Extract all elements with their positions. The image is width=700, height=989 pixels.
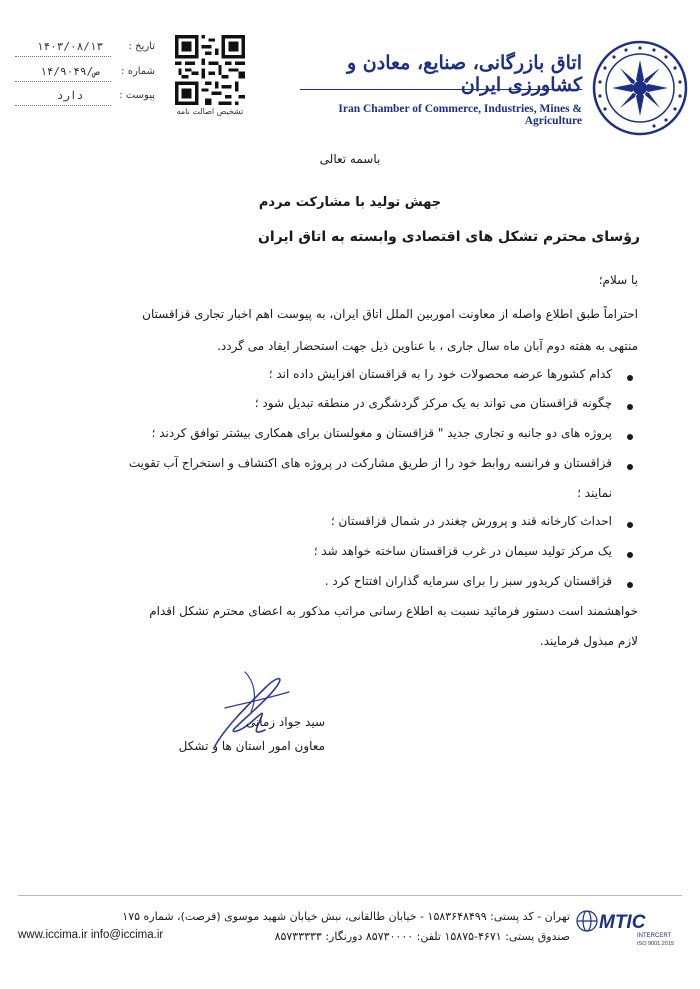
intro-line-2: منتهی به هفته دوم آبان ماه سال جاری ، با عناوین ذیل جهت استحضار ایفاد می گردد.	[217, 339, 638, 353]
bullet-item-6: یک مرکز تولید سیمان در غرب قزاقستان ساخته خواهد شد ؛	[313, 544, 612, 558]
cert-logo-text: MTIC	[599, 912, 646, 933]
bullet-dot	[627, 552, 633, 558]
bullet-item-4: قزاقستان و فرانسه روابط خود را از طریق مشارکت در پروژه های اکتشاف و استخراج آب تقویت	[128, 456, 612, 470]
bullet-item-2: چگونه قزاقستان می تواند به یک مرکز گردشگری در منطقه تبدیل شود ؛	[254, 396, 612, 410]
footer-phones: صندوق پستی: ۴۶۷۱-۱۵۸۷۵ تلفن: ۸۵۷۳۰۰۰۰ دورنگار: ۸۵۷۳۳۳۳۳	[274, 930, 570, 943]
bullet-item-7: قزاقستان کریدور سبز را برای سرمایه گذاران افتتاح کرد .	[324, 574, 612, 588]
salutation-top: باسمه تعالی	[319, 152, 381, 166]
meta-attachment	[15, 90, 155, 106]
number-label: شماره :	[121, 66, 155, 77]
attachment-underline	[15, 105, 111, 106]
greeting: با سلام؛	[598, 273, 638, 287]
footer-address: تهران - کد پستی: ۱۵۸۳۶۴۸۴۹۹ - خیابان طالقانی، نبش خیابان شهید موسوی (فرصت)، شماره ۱۷۵	[122, 910, 570, 923]
date-underline	[15, 56, 111, 57]
addressee: رؤسای محترم تشکل های اقتصادی وابسته به اتاق ایران	[257, 229, 640, 245]
date-value: ۱۴۰۳/۰۸/۱۳	[36, 40, 104, 53]
qr-caption: تشخیص اصالت نامه	[176, 107, 244, 116]
attachment-value: دارد	[56, 89, 84, 102]
meta-date	[15, 41, 155, 57]
attachment-label: پیوست :	[119, 90, 155, 101]
bullet-item-5: احداث کارخانه قند و پرورش چغندر در شمال قزاقستان ؛	[330, 514, 612, 528]
bullet-dot	[627, 582, 633, 588]
number-value: ۱۴/۹۰۴۹/ص	[40, 65, 100, 78]
intro-line-1: احتراماً طبق اطلاع واصله از معاونت اموربین الملل اتاق ایران، به پیوست اهم اخبار تجاری قزاقستان	[142, 307, 638, 321]
date-label: تاریخ :	[128, 41, 155, 52]
bullet-item-3: پروژه های دو جانبه و تجاری جدید " قزاقستان و مغولستان برای همکاری بیشتر توافق کردند ؛	[151, 426, 612, 440]
bullet-dot	[627, 464, 633, 470]
cert-iso-text: ISO 9001:2015	[637, 941, 675, 947]
signer-name: سید جواد زمانی	[245, 715, 325, 729]
signer-title: معاون امور استان ها و تشکل	[178, 739, 325, 753]
bullet-item-1: کدام کشورها عرضه محصولات خود را به قزاقستان افزایش داده اند ؛	[268, 367, 612, 381]
mtic-certification-logo-icon	[575, 905, 680, 953]
chamber-name-fa: اتاق بازرگانی، صنایع، معادن و کشاورزی ایران	[347, 52, 582, 96]
footer-web-email[interactable]: www.iccima.ir info@iccima.ir	[18, 929, 164, 941]
number-underline	[15, 81, 111, 82]
closing-line-1: خواهشمند است دستور فرمائید نسبت به اطلاع رسانی مراتب مذکور به اعضای محترم تشکل اقدام	[149, 604, 638, 618]
motto: جهش تولید با مشارکت مردم	[258, 195, 442, 210]
footer-rule	[18, 895, 682, 896]
cert-sub-text: INTERCERT	[637, 933, 672, 939]
handwritten-signature-icon	[205, 668, 295, 750]
bullet-dot	[627, 434, 633, 440]
chamber-emblem-icon	[592, 40, 688, 136]
meta-number	[15, 66, 155, 82]
bullet-dot	[627, 522, 633, 528]
header-rule	[300, 89, 582, 90]
closing-line-2: لازم مبذول فرمایند.	[539, 634, 638, 648]
bullet-dot	[627, 375, 633, 381]
bullet-item-4-continued: نمایند ؛	[577, 486, 612, 500]
bullet-dot	[627, 404, 633, 410]
chamber-name-en: Iran Chamber of Commerce, Industries, Mines & Agriculture	[338, 103, 582, 127]
qr-code-icon[interactable]	[175, 35, 245, 105]
